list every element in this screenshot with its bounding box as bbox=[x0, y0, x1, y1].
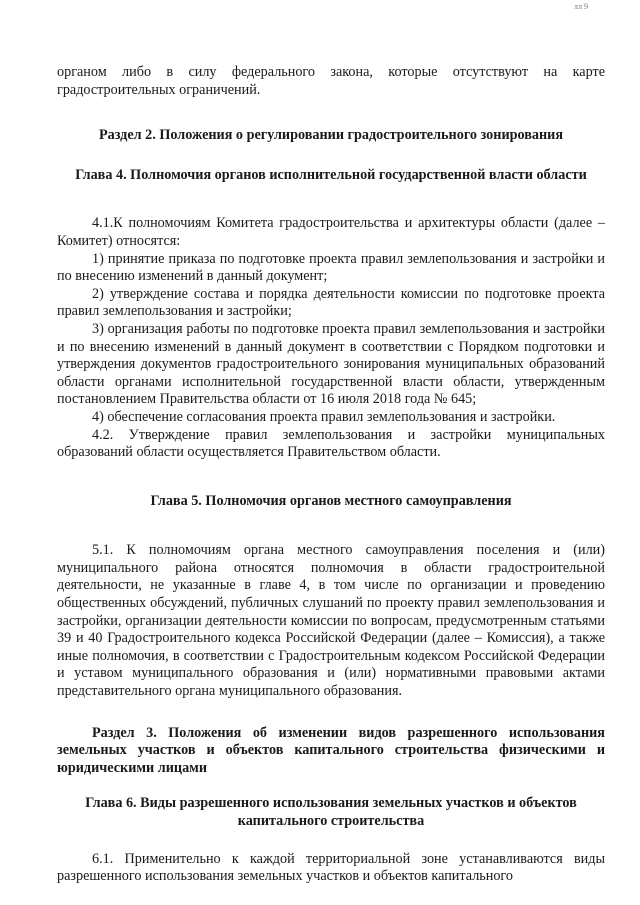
document-page bbox=[57, 64, 605, 886]
list-item-4-1-2: 2) утверждение состава и порядка деятельности комиссии по подготовке проекта правил землепользования и застройки; bbox=[57, 285, 605, 320]
chapter-6-title: Глава 6. Виды разрешенного использования земельных участков и объектов капитального строительства bbox=[85, 795, 577, 829]
paragraph-6-1: 6.1. Применительно к каждой территориальной зоне устанавливаются виды разрешенного использования земельных участков и объектов капитального bbox=[57, 850, 605, 885]
list-item-4-1-3: 3) организация работы по подготовке проекта правил землепользования и застройки и по внесению изменений в данный документ в соответствии с Порядком подготовки и утверждения документов градостроительного зонирования муниципальных образований области органами исполнительной государственной власти области, утвержденным постановлением Правительства области от 16 июля 2018 года № 645; bbox=[57, 320, 605, 408]
paragraph-4-2: 4.2. Утверждение правил землепользования и застройки муниципальных образований области осуществляется Правительством области. bbox=[57, 426, 605, 461]
chapter-4-title: Глава 4. Полномочия органов исполнительной государственной власти области bbox=[75, 166, 587, 183]
chapter-5-title: Глава 5. Полномочия органов местного самоуправления bbox=[150, 492, 512, 509]
section-3-title: Раздел 3. Положения об изменении видов разрешенного использования земельных участков и объектов капитального строительства физическими и юридическими лицами bbox=[57, 724, 605, 776]
list-item-4-1-1: 1) принятие приказа по подготовке проекта правил землепользования и застройки и по внесению изменений в данный документ; bbox=[57, 250, 605, 285]
paragraph-5-1: 5.1. К полномочиям органа местного самоуправления поселения и (или) муниципального района относятся полномочия в области градостроительной деятельности, не указанные в главе 4, в том числе по организации и проведению общественных обсуждений, публичных слушаний по проекту правил землепользования и застройки, организации деятельности комиссии по вопросам, предусмотренным статьями 39 и 40 Градостроительного кодекса Российской Федерации (далее – Комиссия), а также иные полномочия, в соответствии с Градостроительным кодексом Российской Федерации и уставом муниципального образования и (или) нормативными правовыми актами представительного органа муниципального образования. bbox=[57, 542, 605, 700]
page-number-mark: лл 9 bbox=[574, 2, 588, 11]
list-item-4-1-4: 4) обеспечение согласования проекта правил землепользования и застройки. bbox=[92, 408, 556, 425]
paragraph-4-1: 4.1.К полномочиям Комитета градостроительства и архитектуры области (далее – Комитет) относятся: bbox=[57, 215, 605, 249]
intro-paragraph: органом либо в силу федерального закона, которые отсутствуют на карте градостроительных ограничений. bbox=[57, 64, 605, 98]
section-2-title: Раздел 2. Положения о регулировании градостроительного зонирования bbox=[98, 127, 564, 144]
